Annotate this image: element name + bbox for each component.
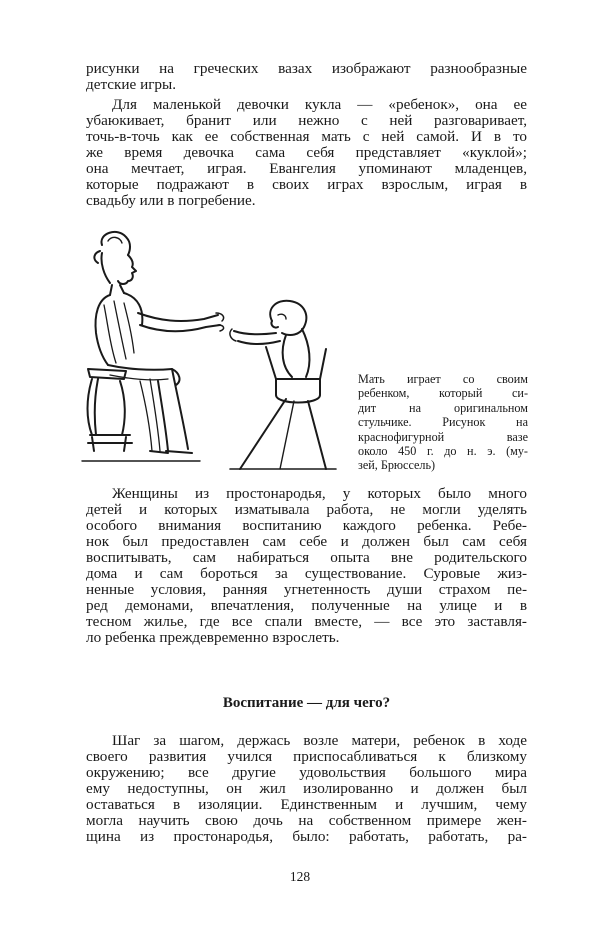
text-line: ненные условия, ранняя угнетенность души страхом пе-	[86, 582, 527, 598]
paragraph-1	[86, 61, 527, 93]
text-line: нок был предоставлен сам себе и должен был сам себя	[86, 534, 527, 550]
caption-line: стульчике. Рисунок на	[358, 415, 528, 430]
page-number: 128	[289, 869, 311, 884]
text-line: своего развития учился приспосабливаться к близкому	[86, 749, 527, 765]
text-line: свадьбу или в погребение.	[86, 193, 256, 209]
text-line: Для маленькой девочки кукла — «ребенок», она ее	[112, 97, 527, 113]
caption-line: ребенком, который си-	[358, 386, 528, 401]
text-line: которые подражают в своих играх взрослым, играя в	[86, 177, 527, 193]
caption-line: Мать играет со своим	[358, 372, 528, 386]
paragraph-3	[86, 486, 527, 646]
section-heading: Воспитание — для чего?	[222, 695, 391, 711]
text-line: рисунки на греческих вазах изображают разнообразные	[86, 61, 527, 77]
caption-line: дит на оригинальном	[358, 400, 528, 415]
text-line: она мечтает, играя. Евангелия упоминают младенцев,	[86, 161, 527, 177]
text-line: ему недоступны, он жил изолированно и должен был	[86, 781, 527, 797]
text-line: ло ребенка преждевременно взрослеть.	[86, 630, 340, 646]
caption-line: около 450 г. до н. э. (му-	[358, 443, 528, 458]
caption-line: краснофигурной вазе	[358, 429, 528, 444]
text-line: дома и сам бороться за существование. Суровые жиз-	[86, 566, 527, 582]
text-line: же время девочка сама себя представляет «куклой»;	[86, 145, 527, 161]
text-line: точь-в-точь как ее собственная мать с ней самой. И в то	[86, 129, 527, 145]
vase-illustration	[80, 229, 342, 473]
text-line: Шаг за шагом, держась возле матери, ребенок в ходе	[112, 733, 527, 749]
paragraph-2	[86, 97, 527, 209]
text-line: убаюкивает, бранит или нежно с ней разговаривает,	[86, 113, 527, 129]
paragraph-4	[86, 733, 527, 845]
text-line: ред демонами, впечатления, полученные на улице и в	[86, 598, 527, 614]
text-line: щина из простонародья, было: работать, работать, ра-	[86, 829, 527, 845]
text-line: Женщины из простонародья, у которых было много	[112, 486, 527, 502]
text-line: особого внимания воспитанию каждого ребенка. Ребе-	[86, 518, 527, 534]
mother-child-drawing	[80, 229, 342, 473]
text-line: детей и которых изматывала работа, не могли уделять	[86, 502, 527, 518]
caption-line: зей, Брюссель)	[358, 458, 436, 473]
illustration-caption	[358, 372, 528, 473]
text-line: детские игры.	[86, 77, 177, 93]
text-line: воспитывать, сам набираться опыта вне родительского	[86, 550, 527, 566]
text-line: могла научить свою дочь на собственном примере жен-	[86, 813, 527, 829]
text-line: тесном жилье, где все спали вместе, — все это заставля-	[86, 614, 527, 630]
text-line: окружению; все другие удовольствия большого мира	[86, 765, 527, 781]
text-line: оставаться в изоляции. Единственным и лучшим, чему	[86, 797, 527, 813]
